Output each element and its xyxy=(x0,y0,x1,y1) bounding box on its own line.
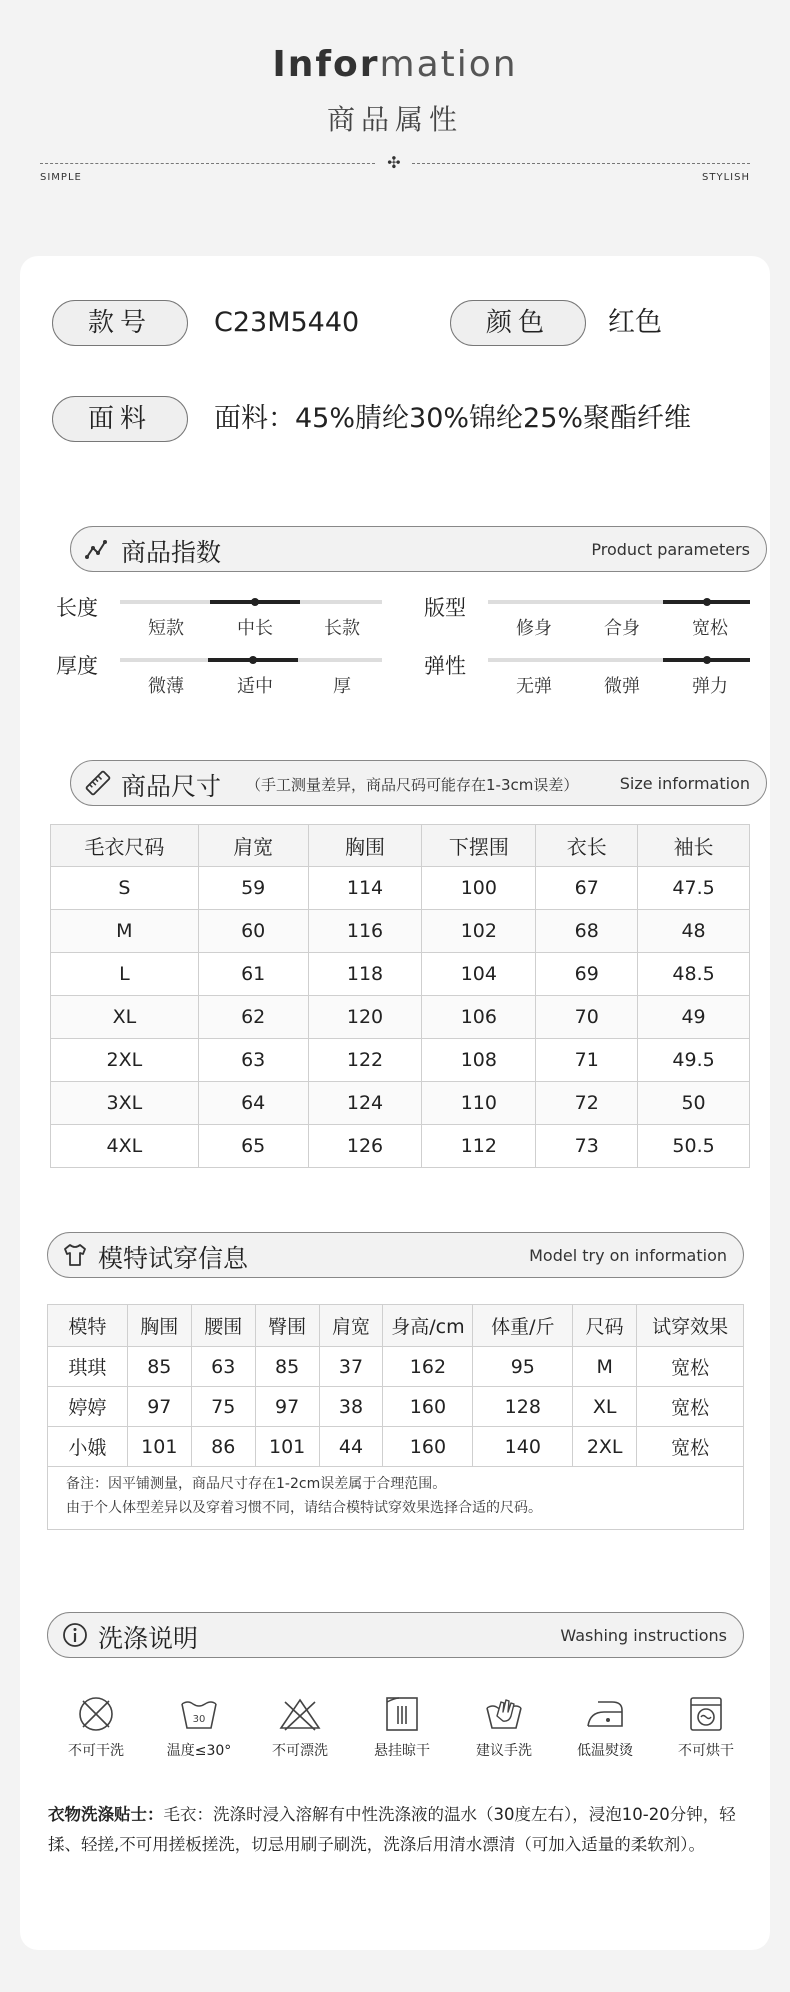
trend-line-icon xyxy=(85,536,111,562)
care-item: 低温熨烫 xyxy=(565,1694,645,1760)
hang-dry-icon xyxy=(379,1694,425,1734)
washing-tips: 衣物洗涤贴士：毛衣：洗涤时浸入溶解有中性洗涤液的温水（30度左右），浸泡10-20分钟，轻揉、轻搓,不可用搓板搓洗，切忌用刷子刷洗，洗涤后用清水漂清（可加入适量的柔软剂）。 xyxy=(48,1805,736,1854)
care-item: 建议手洗 xyxy=(464,1694,544,1760)
care-item: 不可漂洗 xyxy=(260,1694,340,1760)
table-row: XL 62 120 106 70 49 xyxy=(51,996,750,1039)
info-card: 款号 C23M5440 颜色 红色 面料 面料：45%腈纶30%锦纶25%聚酯纤维 商品指数 Product parameters 长度 短款 中长 长款 版型 修身 合身 宽松 厚度 微薄 适中 厚 弹性 无弹 微弹 弹力 商品尺寸 （手工测量差异，商品尺码可能存在1-3cm误差） Size information 毛衣尺码 肩宽 胸围 下摆围 衣长 袖长 S 59 114 100 67 47.5 M 60 116 102 68 48 L 61 118 104 69 48.5 XL 62 120 106 70 49 2XL 63 122 108 71 49.5 3XL 64 124 110 72 50 4XL 65 126 112 73 50.5 模特试穿信息 Model try on information 模特 胸围 腰围 臀围 肩宽 身高/cm 体重/斤 尺码 试穿效果 琪琪 85 63 85 37 162 95 M 宽松 婷婷 97 75 97 38 160 128 XL 宽松 小娥 101 86 101 44 160 140 2XL 宽松 备注：因平铺测量，商品尺寸存在1-2cm误差属于合理范围。 由于个人体型差异以及穿着习惯不同，请结合模特试穿效果选择合适的尺码。 洗涤说明 Washing instructions 不可干洗 30 温度≤30° 不可漂洗 悬挂晾干 建议手洗 低温熨烫 不可烘干 xyxy=(20,256,770,1950)
table-row: 小娥 101 86 101 44 160 140 2XL 宽松 xyxy=(48,1427,744,1467)
model-info-header xyxy=(47,1232,744,1278)
section-title: 洗涤说明 xyxy=(98,1624,199,1653)
fabric-value: 面料：45%腈纶30%锦纶25%聚酯纤维 xyxy=(214,403,692,434)
table-row: 婷婷 97 75 97 38 160 128 XL 宽松 xyxy=(48,1387,744,1427)
section-title: 商品尺寸 xyxy=(121,772,222,801)
cross-ornament-icon: ✣ xyxy=(387,153,401,172)
wash-30-icon xyxy=(176,1694,222,1734)
table-row: 4XL 65 126 112 73 50.5 xyxy=(51,1125,750,1168)
low-iron-icon xyxy=(582,1694,628,1734)
model-remark: 备注：因平铺测量，商品尺寸存在1-2cm误差属于合理范围。 由于个人体型差异以及穿着习惯不同，请结合模特试穿效果选择合适的尺码。 xyxy=(47,1462,744,1530)
no-washing-icon xyxy=(73,1694,119,1734)
page-subtitle: 商品属性 xyxy=(326,103,463,136)
product-index-header xyxy=(70,526,767,572)
section-en-title: Product parameters xyxy=(591,540,750,559)
hand-wash-icon xyxy=(481,1694,527,1734)
svg-text:30: 30 xyxy=(192,1714,206,1725)
color-label: 颜色 xyxy=(450,300,586,346)
section-en-title: Model try on information xyxy=(529,1246,727,1265)
table-header-row: 毛衣尺码 肩宽 胸围 下摆围 衣长 袖长 xyxy=(51,825,750,867)
table-row: L 61 118 104 69 48.5 xyxy=(51,953,750,996)
section-title: 模特试穿信息 xyxy=(98,1244,249,1273)
slider-dot xyxy=(249,656,257,664)
table-row: 琪琪 85 63 85 37 162 95 M 宽松 xyxy=(48,1347,744,1387)
section-note: （手工测量差异，商品尺码可能存在1-3cm误差） xyxy=(246,776,579,794)
no-tumble-dry-icon xyxy=(683,1694,729,1734)
simple-tag: SIMPLE xyxy=(40,172,82,183)
washing-header xyxy=(47,1612,744,1658)
slider-dot xyxy=(703,656,711,664)
no-bleach-icon xyxy=(277,1694,323,1734)
table-row: 2XL 63 122 108 71 49.5 xyxy=(51,1039,750,1082)
care-item: 30 温度≤30° xyxy=(159,1694,239,1760)
color-value: 红色 xyxy=(608,307,662,338)
fabric-label: 面料 xyxy=(52,396,188,442)
table-row: M 60 116 102 68 48 xyxy=(51,910,750,953)
table-row: S 59 114 100 67 47.5 xyxy=(51,867,750,910)
care-item: 不可干洗 xyxy=(56,1694,136,1760)
table-header-row: 模特 胸围 腰围 臀围 肩宽 身高/cm 体重/斤 尺码 试穿效果 xyxy=(48,1305,744,1347)
tshirt-icon xyxy=(62,1242,88,1268)
info-icon xyxy=(62,1622,88,1648)
slider-dot xyxy=(251,598,259,606)
care-item: 悬挂晾干 xyxy=(362,1694,442,1760)
style-no-label: 款号 xyxy=(52,300,188,346)
divider-left xyxy=(40,163,375,164)
section-title: 商品指数 xyxy=(121,538,222,567)
section-en-title: Size information xyxy=(619,774,750,793)
divider-right xyxy=(412,163,750,164)
table-row: 3XL 64 124 110 72 50 xyxy=(51,1082,750,1125)
section-en-title: Washing instructions xyxy=(560,1626,727,1645)
model-table xyxy=(47,1304,744,1467)
care-item: 不可烘干 xyxy=(666,1694,746,1760)
size-info-header xyxy=(70,760,767,806)
ruler-icon xyxy=(85,770,111,796)
style-no-value: C23M5440 xyxy=(214,307,360,338)
stylish-tag: STYLISH xyxy=(702,172,750,183)
slider-dot xyxy=(703,598,711,606)
size-table xyxy=(50,824,750,1168)
page-title: Information xyxy=(272,44,518,85)
